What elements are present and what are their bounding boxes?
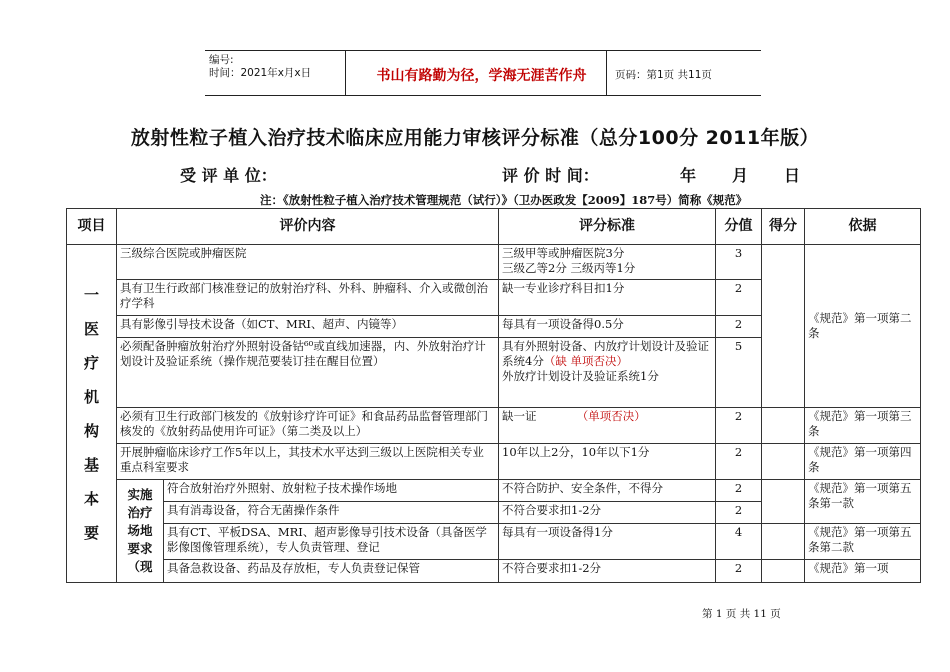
got-cell[interactable]: [762, 480, 805, 524]
content-cell: 必须有卫生行政部门核发的《放射诊疗许可证》和食品药品监督管理部门核发的《放射药品使用许可证》（第二类及以上）: [117, 408, 499, 444]
content-cell: 开展肿瘤临床诊疗工作5年以上，其技术水平达到三级以上医院相关专业重点科室要求: [117, 444, 499, 480]
unit-label: 受 评 单 位：: [180, 166, 277, 185]
score-cell: 3: [716, 245, 762, 280]
got-cell[interactable]: [762, 560, 805, 583]
got-cell[interactable]: [762, 245, 805, 408]
content-cell: 具有CT、平板DSA、MRI、超声影像导引技术设备（具备医学影像图像管理系统），专人负责管理、登记: [164, 524, 499, 560]
score-cell: 2: [716, 408, 762, 444]
month-label: 月: [732, 166, 749, 185]
content-cell: 三级综合医院或肿瘤医院: [117, 245, 499, 280]
col-header-content: 评价内容: [117, 209, 499, 245]
doc-number-label: 编号:: [209, 54, 234, 66]
score-cell: 5: [716, 338, 762, 408]
standard-cell: 每具有一项设备得0.5分: [499, 316, 716, 338]
score-cell: 2: [716, 280, 762, 316]
standard-cell: 缺一专业诊疗科目扣1分: [499, 280, 716, 316]
year-label: 年: [680, 166, 697, 185]
veto-note: （单项否决）: [576, 409, 646, 423]
content-cell: 具备急救设备、药品及存放柜，专人负责登记保管: [164, 560, 499, 583]
table-row: [67, 524, 921, 560]
table-row: [67, 245, 921, 280]
table-header-row: [67, 209, 921, 245]
basis-cell: 《规范》第一项: [805, 560, 921, 583]
standard-cell: 不符合要求扣1-2分: [499, 502, 716, 524]
table-row: [67, 560, 921, 583]
basis-cell: 《规范》第一项第三条: [805, 408, 921, 444]
content-cell: 具有影像引导技术设备（如CT、MRI、超声、内镜等）: [117, 316, 499, 338]
col-header-item: 项目: [67, 209, 117, 245]
table-row: [67, 444, 921, 480]
got-cell[interactable]: [762, 408, 805, 444]
content-cell: 符合放射治疗外照射、放射粒子技术操作场地: [164, 480, 499, 502]
score-cell: 2: [716, 480, 762, 502]
table-row: [67, 408, 921, 444]
page-label: 页码：第1页 共11页: [615, 69, 712, 81]
basis-cell: 《规范》第一项第五条第二款: [805, 524, 921, 560]
standard-cell: 每具有一项设备得1分: [499, 524, 716, 560]
standard-cell: 三级甲等或肿瘤医院3分 三级乙等2分 三级丙等1分: [499, 245, 716, 280]
table-row: [67, 480, 921, 502]
basis-cell: 《规范》第一项第四条: [805, 444, 921, 480]
content-cell: 必须配备肿瘤放射治疗外照射设备钴⁶⁰或直线加速器，内、外放射治疗计划设计及验证系统（操作规范要装订挂在醒目位置）: [117, 338, 499, 408]
veto-note: （缺 单项否决）: [543, 354, 628, 368]
col-header-got: 得分: [762, 209, 805, 245]
header-divider: [606, 51, 607, 95]
col-header-score: 分值: [716, 209, 762, 245]
standard-cell: 10年以上2分，10年以下1分: [499, 444, 716, 480]
score-cell: 2: [716, 560, 762, 583]
got-cell[interactable]: [762, 524, 805, 560]
scoring-table: [66, 208, 921, 583]
standard-cell: 具有外照射设备、内放疗计划设计及验证系统4分（缺 单项否决） 外放疗计划设计及验证系统1分: [499, 338, 716, 408]
score-cell: 2: [716, 502, 762, 524]
got-cell[interactable]: [762, 444, 805, 480]
eval-time-label: 评 价 时 间：: [502, 166, 599, 185]
basis-cell: 《规范》第一项第二条: [805, 245, 921, 408]
page-footer: 第 1 页 共 11 页: [702, 608, 781, 620]
content-cell: 具有卫生行政部门核准登记的放射治疗科、外科、肿瘤科、介入或微创治疗学科: [117, 280, 499, 316]
standard-cell: 不符合要求扣1-2分: [499, 560, 716, 583]
standard-cell: 缺一证 （单项否决）: [499, 408, 716, 444]
day-label: 日: [784, 166, 801, 185]
subcategory-cell: 实施 治疗 场地 要求 （现: [117, 480, 164, 583]
category-cell: 一 医 疗 机 构 基 本 要: [67, 245, 117, 583]
standard-cell: 不符合防护、安全条件，不得分: [499, 480, 716, 502]
header-box: [205, 50, 761, 96]
note: 注：《放射性粒子植入治疗技术管理规范（试行）》（卫办医政发【2009】187号）简称《规范》: [260, 193, 748, 207]
motto: 书山有路勤为径，学海无涯苦作舟: [376, 68, 587, 84]
col-header-standard: 评分标准: [499, 209, 716, 245]
score-cell: 4: [716, 524, 762, 560]
score-cell: 2: [716, 316, 762, 338]
col-header-basis: 依据: [805, 209, 921, 245]
doc-time-label: 时间：2021年x月x日: [209, 67, 312, 79]
header-divider: [345, 51, 346, 95]
basis-cell: 《规范》第一项第五条第一款: [805, 480, 921, 524]
page-title: 放射性粒子植入治疗技术临床应用能力审核评分标准（总分100分 2011年版）: [130, 127, 820, 149]
score-cell: 2: [716, 444, 762, 480]
content-cell: 具有消毒设备，符合无菌操作条件: [164, 502, 499, 524]
